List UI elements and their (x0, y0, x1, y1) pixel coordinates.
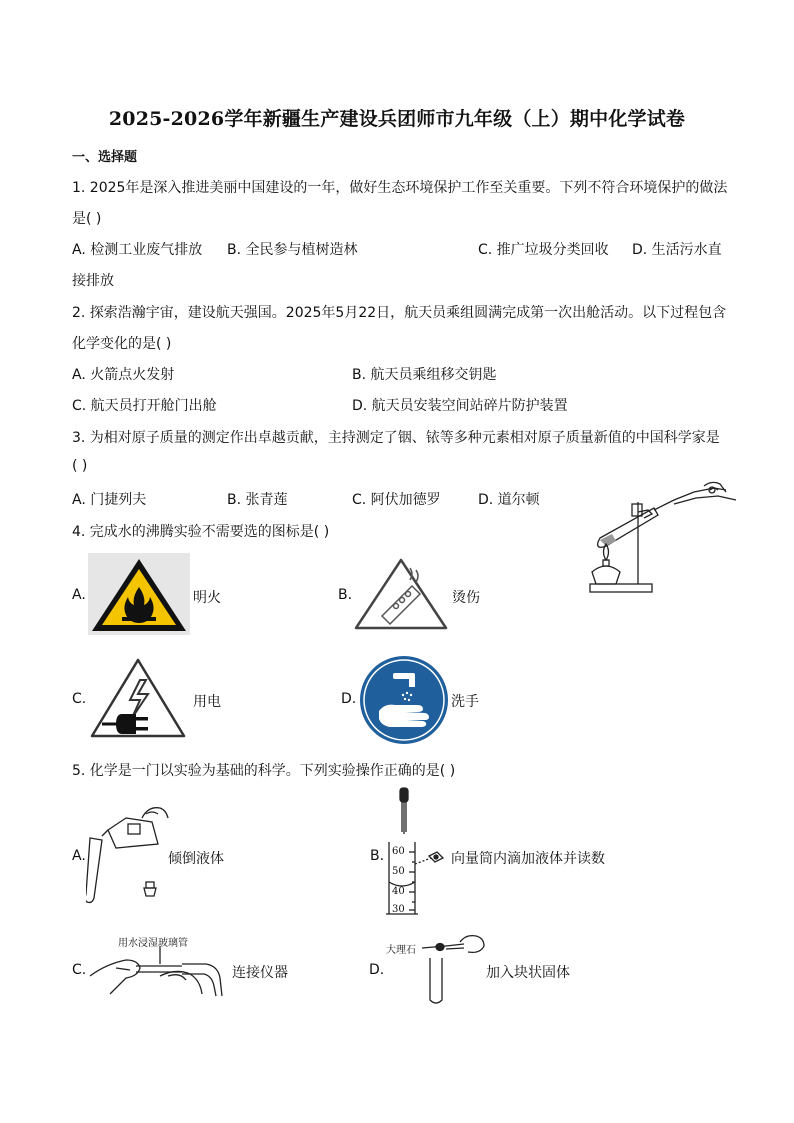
q5-option-b-text: 向量筒内滴加液体并读数 (451, 851, 605, 867)
cylinder-tick-40: 40 (392, 886, 405, 897)
q2-stem-line1: 2. 探索浩瀚宇宙，建设航天强国。2025年5月22日，航天员乘组圆满完成第一次出舱活动。以下过程包含 (72, 305, 727, 321)
cylinder-tick-30: 30 (392, 904, 405, 915)
q4-option-a-letter: A. (72, 587, 86, 603)
wash-hands-icon (359, 655, 449, 745)
q1-stem-line1: 1. 2025年是深入推进美丽中国建设的一年，做好生态环境保护工作至关重要。下列不符合环境保护的做法 (72, 180, 728, 196)
q4-option-a-text: 明火 (193, 590, 221, 606)
hot-surface-burn-icon (352, 556, 450, 632)
q3-option-a: A. 门捷列夫 (72, 492, 147, 508)
q1-stem-line2: 是( ) (72, 211, 102, 227)
electricity-plug-icon (88, 656, 188, 740)
q5-d-figure-label: 大理石 (386, 945, 416, 956)
q5-option-c-text: 连接仪器 (232, 965, 288, 981)
q4-option-d-letter: D. (341, 691, 357, 707)
q5-option-d-text: 加入块状固体 (486, 965, 570, 981)
q4-option-d-text: 洗手 (451, 694, 479, 710)
q5-option-b-letter: B. (370, 848, 385, 864)
connecting-apparatus-figure (86, 946, 232, 1000)
q1-option-a: A. 检测工业废气排放 (72, 242, 203, 258)
q3-option-c: C. 阿伏加德罗 (352, 492, 441, 508)
q3-stem-line2: ( ) (72, 458, 88, 474)
q4-option-c-letter: C. (72, 691, 87, 707)
fire-warning-icon (88, 553, 190, 635)
q4-option-b-text: 烫伤 (452, 590, 480, 606)
q5-option-a-letter: A. (72, 848, 86, 864)
adding-solid-figure (420, 932, 486, 1006)
q5-option-d-letter: D. (369, 962, 385, 978)
q2-option-b: B. 航天员乘组移交钥匙 (352, 367, 497, 383)
pouring-liquid-figure (86, 800, 170, 904)
q5-c-figure-label: 用水浸湿玻璃管 (118, 938, 188, 949)
q4-option-c-text: 用电 (193, 694, 221, 710)
q4-stem: 4. 完成水的沸腾实验不需要选的图标是( ) (72, 524, 330, 540)
q5-option-c-letter: C. (72, 962, 87, 978)
exam-title: 2025-2026学年新疆生产建设兵团师市九年级（上）期中化学试卷 (108, 108, 686, 130)
section-heading: 一、选择题 (72, 150, 138, 165)
q1-option-c: C. 推广垃圾分类回收 (478, 242, 609, 258)
cylinder-tick-60: 60 (392, 846, 405, 857)
q1-option-b: B. 全民参与植树造林 (227, 242, 358, 258)
q2-option-d: D. 航天员安装空间站碎片防护装置 (352, 398, 568, 414)
q3-stem-line1: 3. 为相对原子质量的测定作出卓越贡献，主持测定了铟、铱等多种元素相对原子质量新值的中国科学家是 (72, 430, 720, 446)
q3-option-d: D. 道尔顿 (478, 492, 540, 508)
q2-option-a: A. 火箭点火发射 (72, 367, 175, 383)
q3-option-b: B. 张青莲 (227, 492, 288, 508)
q2-option-c: C. 航天员打开舱门出舱 (72, 398, 217, 414)
q5-stem: 5. 化学是一门以实验为基础的科学。下列实验操作正确的是( ) (72, 763, 456, 779)
q1-option-d: D. 生活污水直 (632, 242, 722, 258)
boiling-apparatus-figure (586, 480, 744, 598)
q1-option-d-continued: 接排放 (72, 273, 114, 289)
q4-option-b-letter: B. (338, 587, 353, 603)
q2-stem-line2: 化学变化的是( ) (72, 336, 172, 352)
cylinder-tick-50: 50 (392, 866, 405, 877)
q5-option-a-text: 倾倒液体 (168, 851, 224, 867)
